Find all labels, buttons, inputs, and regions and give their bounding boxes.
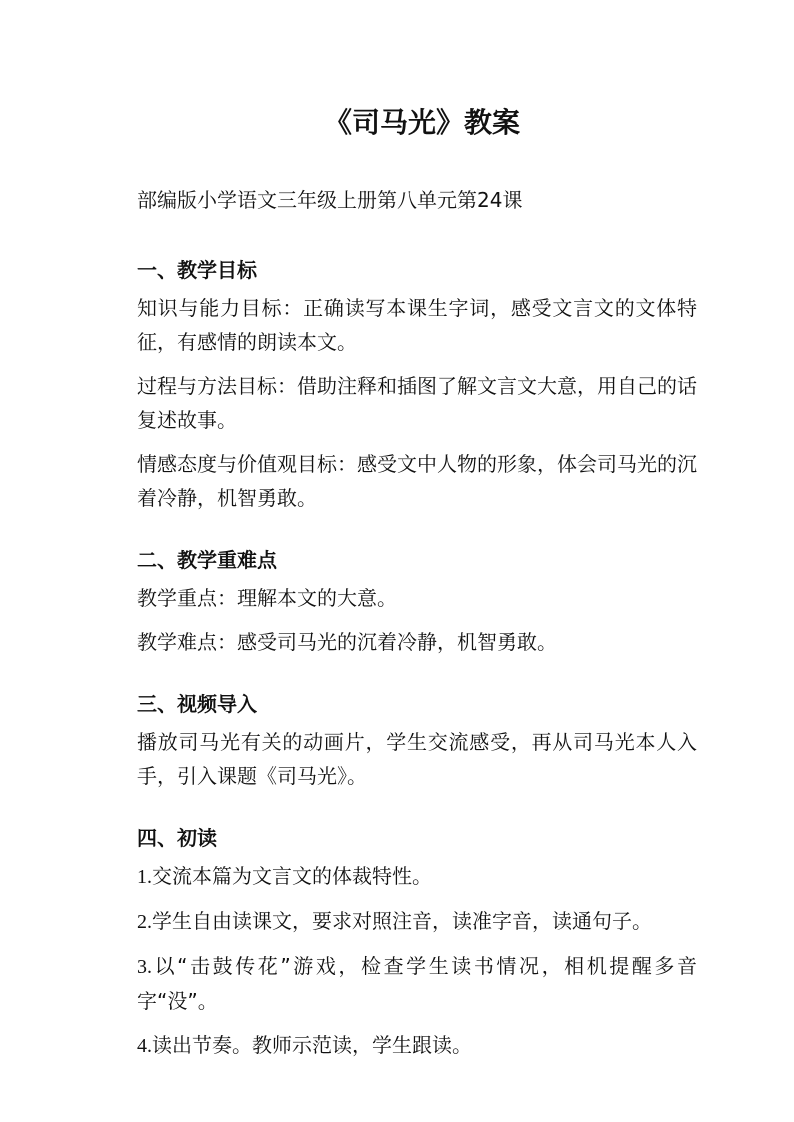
document-page: [137, 103, 697, 1091]
section-heading: 一、教学目标: [137, 258, 257, 282]
paragraph: 知识与能力目标：正确读写本课生字词，感受文言文的文体特征，有感情的朗读本文。: [137, 296, 697, 354]
document-subtitle: 部编版小学语文三年级上册第八单元第24课: [137, 188, 523, 212]
list-item: [137, 859, 697, 894]
list-item: [137, 949, 697, 1018]
paragraph: 教学重点：理解本文的大意。: [137, 586, 397, 610]
document-title: 《司马光》教案: [323, 106, 520, 139]
paragraph: 情感态度与价值观目标：感受文中人物的形象，体会司马光的沉着冷静，机智勇敢。: [137, 452, 697, 510]
section-teaching-goals: [137, 253, 697, 515]
list-item-text: 读出节奏。教师示范读，学生跟读。: [152, 1033, 472, 1057]
section-video-intro: [137, 687, 697, 793]
section-key-points: [137, 543, 697, 659]
list-item-text: 交流本篇为文言文的体裁特性。: [152, 864, 432, 888]
list-item-number: 2.: [137, 911, 152, 933]
paragraph: 教学难点：感受司马光的沉着冷静，机智勇敢。: [137, 630, 557, 654]
list-item: [137, 1028, 697, 1063]
section-first-reading: [137, 821, 697, 1063]
list-item-text: 学生自由读课文，要求对照注音，读准字音，读通句子。: [152, 909, 652, 933]
list-item-number: 1.: [137, 866, 152, 888]
list-item: [137, 904, 697, 939]
paragraph: 播放司马光有关的动画片，学生交流感受，再从司马光本人入手，引入课题《司马光》。: [137, 730, 697, 788]
section-heading: 四、初读: [137, 826, 217, 850]
paragraph: 过程与方法目标：借助注释和插图了解文言文大意，用自己的话复述故事。: [137, 374, 697, 432]
section-heading: 二、教学重难点: [137, 548, 277, 572]
list-item-number: 3.: [137, 956, 152, 978]
list-item-number: 4.: [137, 1035, 152, 1057]
list-item-text: 以“击鼓传花”游戏，检查学生读书情况，相机提醒多音字“没”。: [137, 954, 697, 1013]
section-heading: 三、视频导入: [137, 692, 257, 716]
